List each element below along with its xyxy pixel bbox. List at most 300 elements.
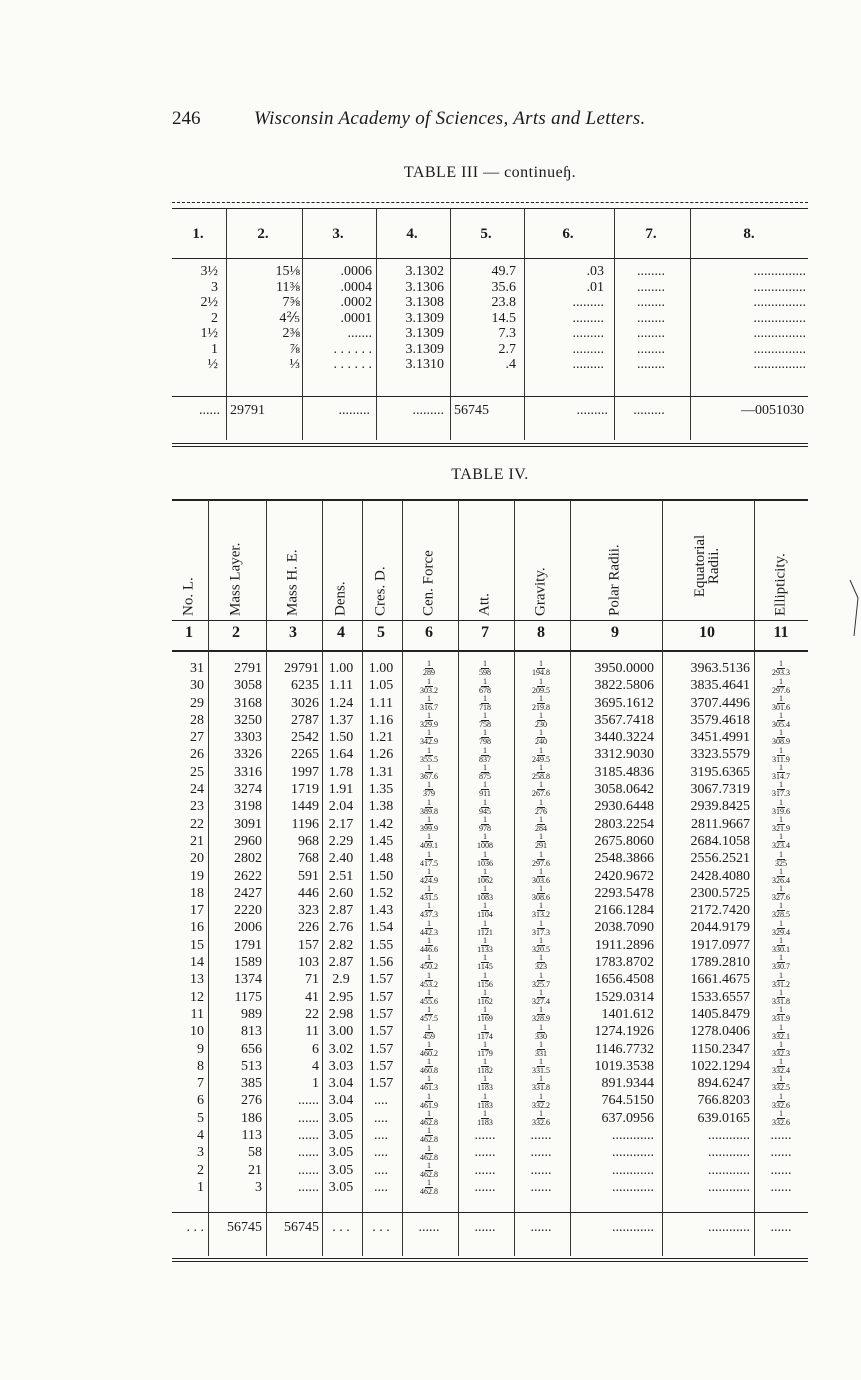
fraction-numerator: 1 — [427, 1005, 431, 1015]
fraction-denominator: 1104 — [477, 910, 493, 920]
fraction-numerator: 1 — [779, 936, 783, 946]
table-cell — [458, 1006, 512, 1023]
table-cell: 3963.5136 — [690, 661, 750, 676]
table-cell — [402, 781, 456, 798]
fraction — [478, 678, 492, 695]
table-cell: 1.21 — [368, 730, 394, 746]
fraction-numerator: 1 — [779, 659, 783, 669]
table-cell: 2.17 — [328, 816, 354, 832]
table-cell: ...... — [298, 1093, 319, 1109]
fraction-denominator: 332.2 — [532, 1100, 550, 1110]
fraction-denominator: 342.9 — [420, 737, 438, 747]
table-cell — [754, 1075, 808, 1092]
table-cell: 637.0956 — [601, 1110, 654, 1126]
fraction-numerator: 1 — [779, 676, 783, 686]
fraction-numerator: 1 — [427, 1091, 431, 1101]
fraction-denominator: 355.5 — [420, 754, 438, 764]
fraction — [419, 747, 439, 764]
table-cell: 3.04 — [328, 1076, 354, 1092]
table-cell: 3½ — [200, 264, 218, 279]
table-cell — [514, 1075, 568, 1092]
fraction-numerator: 1 — [539, 1039, 543, 1049]
table-4-header-label: Ellipticity. — [772, 553, 789, 616]
fraction — [478, 764, 492, 781]
table-4-column-number-5: 5 — [377, 624, 385, 641]
table-cell: 9 — [197, 1041, 204, 1057]
fraction-numerator: 1 — [427, 659, 431, 669]
table-cell: .03 — [586, 264, 604, 279]
table-cell: 3.05 — [328, 1145, 354, 1161]
fraction-numerator: 1 — [427, 693, 431, 703]
table-cell: ...... — [770, 1179, 792, 1195]
table-cell: 768 — [298, 851, 319, 867]
table-cell: 25 — [190, 764, 204, 780]
table-cell: ...... — [474, 1128, 496, 1144]
fraction-denominator: 297.6 — [772, 685, 790, 695]
table-cell: 2220 — [234, 903, 262, 919]
table-cell: 27 — [190, 730, 204, 746]
fraction-numerator: 1 — [482, 1109, 487, 1118]
table-4-total-3: 56745 — [284, 1220, 319, 1235]
table-4-header-label: Mass H. E. — [284, 549, 301, 616]
table-cell: 2.76 — [328, 920, 354, 936]
table-cell: 1.37 — [328, 712, 354, 728]
table-cell: 2420.9672 — [594, 868, 654, 884]
fraction-denominator: 1036 — [477, 858, 493, 868]
fraction-denominator: 409.1 — [420, 841, 438, 851]
fraction-denominator: 327.4 — [532, 996, 550, 1006]
table-4-column-number-9: 9 — [611, 624, 619, 641]
table-cell: ......... — [572, 326, 604, 341]
table-cell: 3822.5806 — [594, 678, 654, 694]
fraction-numerator: 1 — [483, 832, 487, 842]
table-cell: 35.6 — [491, 279, 516, 295]
table-cell: 1.57 — [368, 1024, 394, 1040]
table-cell: 1.42 — [368, 816, 394, 832]
fraction-denominator: 1183 — [477, 1083, 493, 1093]
table-cell: 1175 — [234, 989, 262, 1005]
fraction-numerator: 1 — [427, 763, 431, 773]
fraction-numerator: 1 — [539, 711, 543, 721]
page-number: 246 — [172, 108, 201, 129]
table-cell: 1278.0406 — [690, 1024, 750, 1040]
fraction-denominator: 399.9 — [420, 823, 438, 833]
table-cell — [754, 695, 808, 712]
table-3-header-3: 3. — [332, 226, 344, 242]
fraction-numerator: 1 — [779, 797, 783, 807]
table-cell: .0001 — [340, 310, 372, 326]
table-cell — [514, 798, 568, 815]
table-cell: 894.6247 — [697, 1076, 750, 1092]
table-cell — [754, 1041, 808, 1058]
fraction-denominator: 455.6 — [420, 996, 438, 1006]
fraction-denominator: 598 — [479, 668, 491, 678]
fraction-denominator: 276 — [535, 806, 547, 816]
table-cell: 6 — [197, 1093, 204, 1109]
fraction-denominator: 462.8 — [420, 1187, 438, 1197]
table-cell — [754, 919, 808, 936]
table-cell: 3312.9030 — [594, 747, 654, 763]
fraction-numerator: 1 — [779, 953, 783, 963]
table-3-vline-7 — [690, 208, 691, 440]
table-4-column-number-1: 1 — [185, 624, 193, 641]
table-cell: ........ — [637, 326, 665, 341]
table-4-column-number-2: 2 — [232, 624, 240, 641]
table-cell — [754, 677, 808, 694]
table-4-total-8: ...... — [530, 1220, 552, 1235]
table-4-total-6: ...... — [418, 1220, 440, 1235]
fraction-numerator: 1 — [779, 1091, 783, 1101]
table-cell — [514, 868, 568, 885]
table-cell: 513 — [241, 1058, 262, 1074]
table-cell: ............ — [612, 1162, 654, 1178]
fraction — [771, 833, 791, 850]
table-cell — [754, 660, 808, 677]
fraction — [419, 799, 439, 816]
fraction-denominator: 457.5 — [420, 1014, 438, 1024]
table-cell — [514, 677, 568, 694]
table-cell — [458, 937, 512, 954]
table-cell: 13 — [190, 972, 204, 988]
table-3-column-1 — [172, 264, 218, 373]
table-cell — [514, 989, 568, 1006]
fraction-numerator: 1 — [539, 918, 543, 928]
table-cell: ...... — [770, 1145, 792, 1161]
fraction-numerator: 1 — [482, 970, 487, 980]
fraction-numerator: 1 — [427, 1109, 431, 1118]
table-3-vline-6 — [614, 208, 615, 440]
fraction-denominator: 308.9 — [772, 737, 790, 747]
fraction-numerator: 1 — [482, 1022, 487, 1032]
table-cell: 1.48 — [368, 851, 394, 867]
table-cell: 2930.6448 — [594, 799, 654, 815]
table-3-top-rule-2 — [172, 208, 808, 209]
table-cell — [754, 868, 808, 885]
fraction — [771, 1058, 791, 1075]
table-cell — [402, 902, 456, 919]
fraction — [476, 833, 494, 850]
table-cell: 3579.4618 — [690, 712, 750, 728]
fraction-numerator: 1 — [539, 987, 543, 997]
table-cell: 1 — [211, 341, 218, 357]
fraction-denominator: 331 — [535, 1048, 547, 1058]
fraction-denominator: 1182 — [477, 1066, 493, 1076]
fraction-numerator: 1 — [779, 1039, 783, 1049]
table-cell: 813 — [241, 1024, 262, 1040]
table-cell: 3058 — [234, 678, 262, 694]
fraction-denominator: 328.9 — [532, 1014, 550, 1024]
fraction — [476, 1006, 494, 1023]
table-cell — [402, 954, 456, 971]
fraction — [419, 972, 439, 989]
table-cell — [754, 902, 808, 919]
table-cell — [458, 798, 512, 815]
fraction — [771, 937, 791, 954]
fraction-numerator: 1 — [427, 849, 431, 859]
table-cell: 1.43 — [368, 903, 394, 919]
table-cell: 1911.2896 — [595, 937, 654, 953]
fraction — [771, 1024, 791, 1041]
table-cell: ...... — [474, 1162, 496, 1178]
table-cell: 2791 — [234, 661, 262, 676]
fraction — [476, 954, 494, 971]
table-4-vline-6 — [458, 500, 459, 1256]
table-cell: ........ — [637, 341, 665, 357]
table-cell: 21 — [248, 1162, 262, 1178]
table-cell — [402, 885, 456, 902]
table-cell: ............... — [753, 357, 806, 372]
table-cell: 29791 — [284, 661, 319, 676]
table-4-vline-9 — [662, 500, 663, 1256]
table-3-top-rule — [172, 202, 808, 203]
table-cell: 7.3 — [498, 326, 516, 341]
table-cell: 22 — [190, 816, 204, 832]
fraction-denominator: 1162 — [477, 996, 493, 1006]
fraction-denominator: 325 — [775, 858, 787, 868]
table-cell: 28 — [190, 712, 204, 728]
fraction — [478, 747, 492, 764]
fraction-denominator: 1133 — [477, 945, 493, 955]
table-cell — [458, 695, 512, 712]
table-3-total-3: ......... — [338, 403, 370, 418]
table-4-vline-3 — [322, 500, 323, 1256]
table-cell: 1.57 — [368, 1058, 394, 1074]
table-cell — [514, 712, 568, 729]
fraction — [771, 747, 791, 764]
fraction-denominator: 462.8 — [420, 1118, 438, 1127]
table-cell: 10 — [190, 1024, 204, 1040]
fraction-denominator: 331.5 — [532, 1066, 550, 1076]
table-4-vline-5 — [402, 500, 403, 1256]
table-4-total-11: ...... — [770, 1220, 792, 1235]
table-4-header-label: Att. — [476, 593, 493, 616]
table-cell: 1.16 — [368, 712, 394, 728]
table-cell: 2166.1284 — [594, 903, 654, 919]
fraction-numerator: 1 — [427, 676, 431, 686]
table-cell: 1 — [197, 1179, 204, 1195]
table-cell: 1.38 — [368, 799, 394, 815]
table-3-column-2 — [226, 264, 300, 373]
fraction — [771, 781, 791, 798]
fraction — [531, 781, 551, 798]
table-cell: 1401.612 — [601, 1006, 654, 1022]
table-cell: 3.1302 — [405, 264, 444, 279]
table-cell — [754, 954, 808, 971]
fraction — [531, 1093, 551, 1110]
table-cell: 1.55 — [368, 937, 394, 953]
table-cell: 656 — [241, 1041, 262, 1057]
table-cell: ........ — [637, 357, 665, 372]
table-3-total-8: —0051030 — [741, 403, 804, 418]
table-cell: 3451.4991 — [690, 730, 750, 746]
table-4-column-number-3: 3 — [289, 624, 297, 641]
fraction-denominator: 911 — [479, 789, 491, 799]
table-cell: 2½ — [200, 295, 218, 310]
fraction — [419, 937, 439, 954]
fraction-numerator: 1 — [539, 797, 543, 807]
table-cell: 2.95 — [328, 989, 354, 1005]
fraction-denominator: 293.3 — [772, 668, 790, 678]
fraction — [476, 1075, 494, 1092]
fraction — [534, 833, 548, 850]
table-cell: 2.98 — [328, 1006, 354, 1022]
fraction — [476, 937, 494, 954]
fraction-denominator: 459 — [423, 1031, 435, 1041]
table-cell: 1274.1926 — [594, 1024, 654, 1040]
fraction — [419, 1058, 439, 1075]
fraction — [478, 695, 492, 712]
fraction-denominator: 317.3 — [772, 789, 790, 799]
table-cell — [458, 868, 512, 885]
table-cell: 4⅖ — [279, 310, 300, 326]
fraction-denominator: 462.8 — [420, 1135, 438, 1145]
table-cell — [458, 919, 512, 936]
table-cell: 2960 — [234, 833, 262, 849]
table-cell: ½ — [207, 357, 218, 372]
table-cell: ...... — [770, 1128, 792, 1144]
table-cell: 2.82 — [328, 937, 354, 953]
fraction-numerator: 1 — [779, 728, 783, 738]
table-cell: 24 — [190, 782, 204, 798]
table-cell: 446 — [298, 885, 319, 901]
table-4-header-5 — [362, 510, 400, 618]
fraction-numerator: 1 — [427, 953, 431, 963]
fraction-denominator: 320.5 — [532, 945, 550, 955]
fraction — [531, 1006, 551, 1023]
table-4-column-number-11: 11 — [773, 624, 789, 641]
fraction-denominator: 462.8 — [420, 1169, 438, 1179]
table-4-column-10 — [662, 660, 750, 1196]
table-cell — [514, 919, 568, 936]
fraction-denominator: 323.4 — [772, 841, 790, 851]
table-cell: ............... — [753, 310, 806, 326]
table-cell — [514, 1092, 568, 1109]
table-cell: 989 — [241, 1006, 262, 1022]
table-4-header-label: No. L. — [180, 577, 197, 616]
fraction — [476, 1093, 494, 1110]
table-4-header-2 — [208, 510, 264, 618]
fraction-denominator: 289 — [423, 668, 435, 678]
fraction — [531, 937, 551, 954]
table-cell — [402, 850, 456, 867]
table-4-header-4 — [322, 510, 360, 618]
fraction-denominator: 460.2 — [420, 1048, 438, 1058]
fraction-numerator: 1 — [779, 1109, 783, 1118]
table-cell — [402, 1006, 456, 1023]
table-cell: 1.56 — [368, 955, 394, 971]
table-cell — [754, 833, 808, 850]
table-cell: 3.05 — [328, 1179, 354, 1195]
fraction-denominator: 267.6 — [532, 789, 550, 799]
fraction-numerator: 1 — [779, 711, 783, 721]
fraction — [419, 1179, 439, 1196]
fraction — [476, 851, 494, 868]
fraction — [771, 885, 791, 902]
table-cell: 1997 — [291, 764, 319, 780]
table-4-number-rule — [172, 650, 808, 652]
table-cell: ........ — [637, 295, 665, 310]
table-cell — [514, 971, 568, 988]
fraction-denominator: 417.5 — [420, 858, 438, 868]
fraction-denominator: 209.5 — [532, 685, 550, 695]
fraction-denominator: 332.6 — [532, 1118, 550, 1127]
table-cell: 1783.8702 — [594, 955, 654, 971]
table-4-column-number-10: 10 — [699, 624, 715, 641]
table-cell: 2428.4080 — [690, 868, 750, 884]
fraction-numerator: 1 — [539, 1022, 543, 1032]
table-cell: 1.50 — [368, 868, 394, 884]
table-cell: 1.57 — [368, 989, 394, 1005]
table-4-column-number-6: 6 — [425, 624, 433, 641]
fraction-numerator: 1 — [482, 780, 487, 790]
fraction-numerator: 1 — [539, 901, 543, 911]
fraction-numerator: 1 — [779, 1057, 783, 1067]
table-cell: 2 — [197, 1162, 204, 1178]
fraction — [419, 816, 439, 833]
table-cell: ............... — [753, 264, 806, 279]
table-cell — [458, 902, 512, 919]
table-cell: 3067.7319 — [690, 782, 750, 798]
table-cell: ............ — [708, 1128, 750, 1144]
fraction — [478, 729, 492, 746]
fraction-numerator: 1 — [427, 814, 431, 824]
table-4-vline-10 — [754, 500, 755, 1256]
table-cell — [402, 1041, 456, 1058]
table-cell: .0006 — [340, 264, 372, 279]
table-cell: 3835.4641 — [690, 678, 750, 694]
table-cell — [402, 971, 456, 988]
table-cell: 1.35 — [368, 782, 394, 798]
table-cell: 385 — [241, 1076, 262, 1092]
table-cell: 23.8 — [491, 295, 516, 310]
fraction-numerator: 1 — [779, 1074, 783, 1084]
fraction-numerator: 1 — [483, 711, 487, 721]
fraction-denominator: 1169 — [477, 1014, 493, 1024]
table-4-column-number-7: 7 — [481, 624, 489, 641]
table-cell: 766.8203 — [697, 1093, 750, 1109]
table-cell — [458, 989, 512, 1006]
fraction — [476, 885, 494, 902]
table-cell: 21 — [190, 833, 204, 849]
fraction-numerator: 1 — [483, 797, 487, 807]
table-cell: 276 — [241, 1093, 262, 1109]
fraction — [534, 1024, 548, 1041]
fraction-denominator: 678 — [479, 685, 491, 695]
table-cell — [514, 954, 568, 971]
table-cell: 41 — [305, 989, 319, 1005]
fraction — [476, 989, 494, 1006]
table-3-total-2: 29791 — [230, 403, 265, 418]
table-cell — [402, 1075, 456, 1092]
fraction-denominator: 453.2 — [420, 979, 438, 989]
fraction — [476, 972, 494, 989]
table-cell: 323 — [298, 903, 319, 919]
table-cell: 2.60 — [328, 885, 354, 901]
fraction-denominator: 945 — [479, 806, 491, 816]
table-cell: ...... — [530, 1145, 552, 1161]
fraction — [419, 833, 439, 850]
fraction-denominator: 308.6 — [532, 893, 550, 903]
table-cell: 2.9 — [332, 972, 350, 988]
table-cell: ...... — [530, 1162, 552, 1178]
fraction-denominator: 327.6 — [772, 893, 790, 903]
table-4-header-8 — [514, 510, 568, 618]
table-4-header-rule — [172, 620, 808, 621]
fraction — [771, 1075, 791, 1092]
fraction — [531, 747, 551, 764]
fraction-numerator: 1 — [427, 832, 431, 842]
fraction-numerator: 1 — [482, 953, 487, 963]
